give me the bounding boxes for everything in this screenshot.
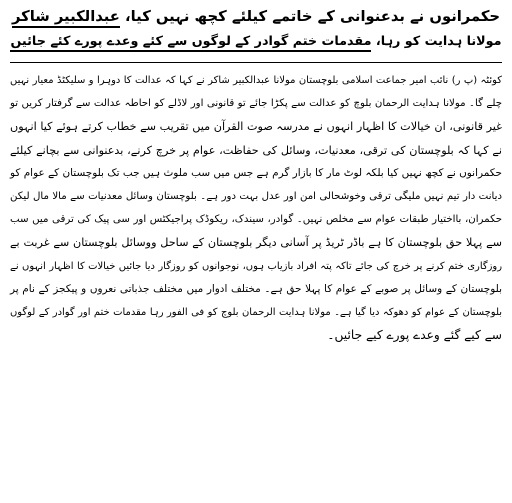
headline-line-1-part-2: عبدالکبیر شاکر xyxy=(12,8,120,28)
article-line: روزگاری ختم کرنے پر خرچ کی جائے تاکہ پتہ افراد بازیاب ہوں، نوجوانوں کو روزگار دیا جائیں خیالات کا اظہار انہوں نے xyxy=(10,260,502,272)
headline-line-2-part-2: مقدمات ختم گوادر کے لوگوں سے کئے وعدے پورے کئے جائیں xyxy=(10,34,371,52)
article-line: حکمران، بااختیار طبقات عوام سے مخلص نہیں۔ گوادر، سیندک، ریکوڈک پراجیکٹس اور سی پیک کی ترقی میں سب xyxy=(10,214,502,226)
headline-line-1-part-1: حکمرانوں نے بدعنوانی کے خاتمے کیلئے کچھ نہیں کیا، xyxy=(119,8,501,25)
article-body xyxy=(10,69,502,347)
article-line: سے کیے گئے وعدے پورے کیے جائیں۔ xyxy=(327,328,502,343)
article-line: بلوچستان کے وسائل پر صوبے کے عوام کا پہلا حق ہے۔ مختلف ادوار میں مختلف جذباتی نعروں و پیکجز کے نام پر xyxy=(10,282,502,295)
article-line: کوئٹہ (پ ر) نائب امیر جماعت اسلامی بلوچستان مولانا عبدالکبیر شاکر نے کہا کہ عدالت کا دوہرا و سلیکٹڈ معیار نہیں xyxy=(10,75,502,86)
article-line: سے پہلا حق بلوچستان کا ہے باڈر ٹریڈ پر آسانی دیگر بلوچستان کے ساحل ووسائل بلوچستان سے غربت بے xyxy=(10,236,502,250)
article-line: نے کہا کہ بلوچستان کی ترقی، معدنیات، وسائل کی حفاظت، عوام پر خرچ کرنے، بدعنوانی سے بچانے کیلئے xyxy=(10,143,502,157)
article-line: دیانت دار تیم نہیں ملیگی ترقی وخوشحالی امن اور عدل بہت دور ہے۔ بلوچستان وسائل معدنیات سے مالا مال لیکن xyxy=(10,191,502,203)
article-line: بلوچستان کے عوام کو دھوکہ دیا گیا ہے۔ مولانا ہدایت الرحمان بلوچ کو فی الفور رہا مقدمات ختم اور گوادر کے لوگوں xyxy=(10,307,502,319)
article-line: غیر قانونی، ان خیالات کا اظہار انہوں نے مدرسہ صوت القرآن میں تقریب سے خطاب کرتے ہوئے کیا انہوں xyxy=(10,120,502,134)
article-line: چلے گا۔ مولانا ہدایت الرحمان بلوچ کو عدالت سے پکڑا جائے تو قانونی اور لاڈلے کو احاطہ عدالت سے گرفتار کریں تو xyxy=(10,98,502,110)
headline-line-2 xyxy=(10,29,502,54)
headline-line-1 xyxy=(10,4,502,29)
headline-line-2-part-1: مولانا ہدایت کو رہا، xyxy=(371,34,502,49)
article-line: حکمرانوں نے کچھ نہیں کیا بلکہ لوٹ مار کا بازار گرم ہے جس میں سب ملوث ہیں جب تک بلوچستان کے عوام کو xyxy=(10,166,502,179)
headline-divider xyxy=(10,62,502,63)
headline xyxy=(10,4,502,54)
